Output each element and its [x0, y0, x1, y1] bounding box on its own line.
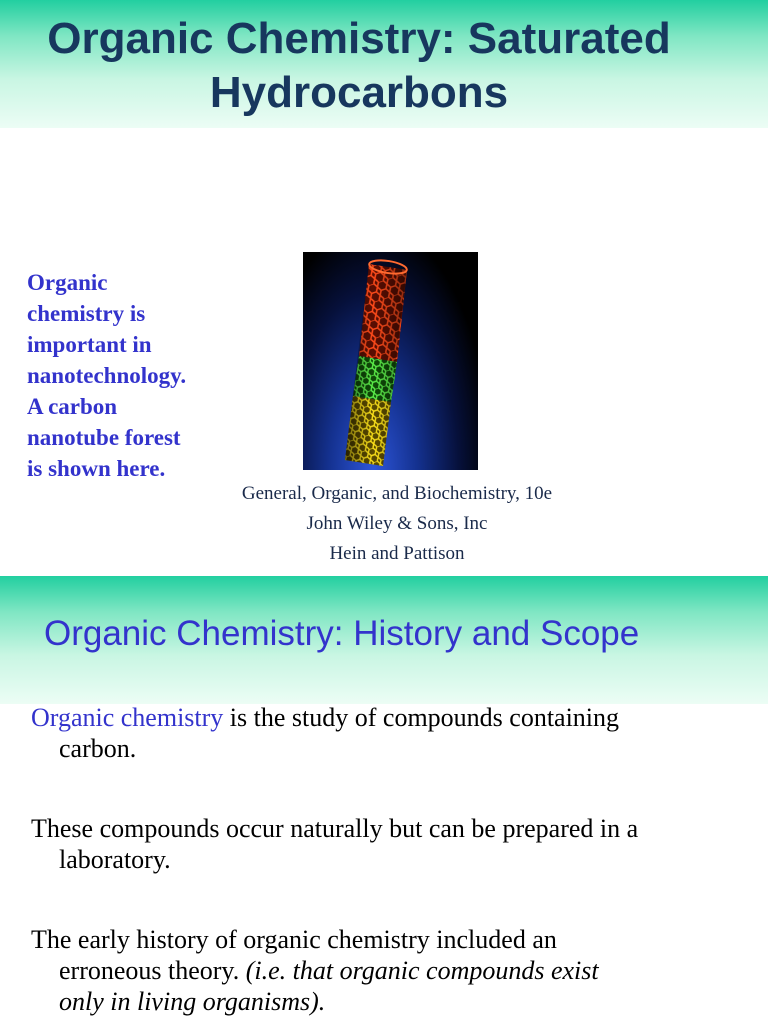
paragraph-line: laboratory.	[59, 845, 171, 874]
italic-run: (i.e. that organic compounds exist	[245, 956, 599, 985]
nanotube-image	[303, 252, 478, 470]
note-line: chemistry is	[27, 301, 146, 326]
note-line: Organic	[27, 270, 108, 295]
paragraph-line: carbon.	[59, 734, 137, 763]
slide-2	[0, 576, 768, 1024]
text-run: is the study of compounds containing	[223, 703, 620, 732]
credit-line: General, Organic, and Biochemistry, 10e	[241, 483, 553, 504]
paragraph-line: The early history of organic chemistry included an	[31, 925, 557, 954]
credit-line: John Wiley & Sons, Inc	[306, 513, 488, 534]
note-line: important in	[27, 332, 152, 357]
slide-title-line-1: Organic Chemistry: Saturated	[47, 14, 671, 63]
highlight-term: Organic chemistry	[31, 703, 224, 732]
note-line: A carbon	[27, 394, 118, 419]
paragraph-line: These compounds occur naturally but can be prepared in a	[31, 814, 639, 843]
slide-title	[0, 12, 718, 120]
slide-title: Organic Chemistry: History and Scope	[44, 614, 640, 653]
note-line: nanotube forest	[27, 425, 181, 450]
credit-line: Hein and Pattison	[329, 543, 465, 564]
paragraph-occurrence	[31, 813, 741, 875]
paragraph-line	[31, 702, 741, 733]
note-line: is shown here.	[27, 456, 166, 481]
paragraph-line	[31, 955, 741, 986]
paragraph-definition	[31, 702, 741, 764]
slide-title-line-2: Hydrocarbons	[209, 68, 509, 117]
paragraph-history	[31, 924, 741, 1017]
paragraph-line: only in living organisms).	[59, 987, 326, 1016]
book-credits	[213, 479, 581, 569]
note-line: nanotechnology.	[27, 363, 187, 388]
text-run: erroneous theory.	[59, 956, 246, 985]
nanotech-note	[27, 267, 227, 484]
